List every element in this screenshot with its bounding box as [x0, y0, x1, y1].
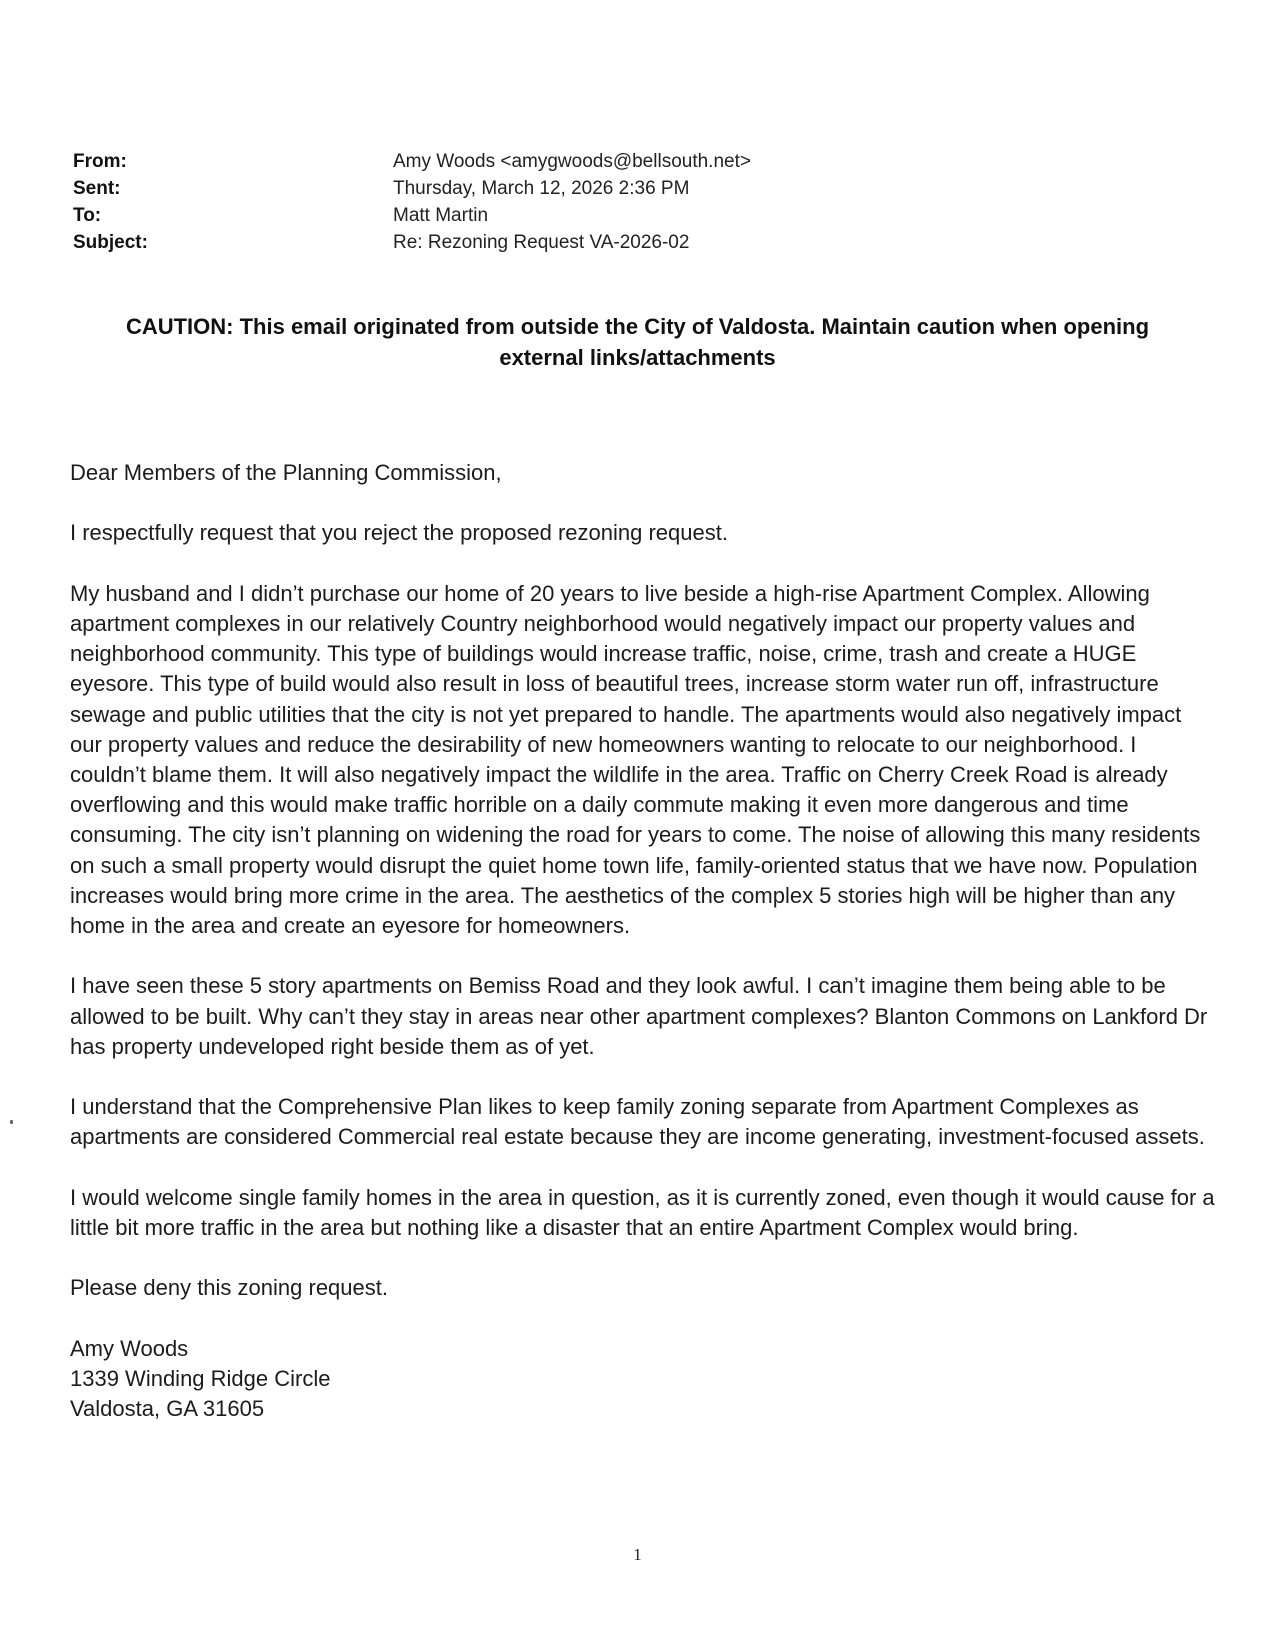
- from-label: From:: [73, 151, 127, 172]
- caution-banner: [70, 311, 1205, 373]
- signature-city: Valdosta, GA 31605: [70, 1396, 265, 1422]
- body-paragraph-5: I would welcome single family homes in the area in question, as it is currently zoned, even though it would cause for a little bit more traffic in the area but nothing like a disaster that an entire Apartment Complex would bring.: [70, 1184, 1215, 1240]
- scan-artifact: [10, 1120, 13, 1124]
- email-header: [73, 148, 751, 256]
- to-label: To:: [73, 205, 102, 226]
- from-row: [73, 148, 751, 175]
- signature-street: 1339 Winding Ridge Circle: [70, 1365, 331, 1391]
- subject-value: Re: Rezoning Request VA-2026-02: [393, 232, 690, 253]
- greeting: Dear Members of the Planning Commission,: [70, 460, 502, 485]
- sent-label: Sent:: [73, 178, 121, 199]
- to-row: [73, 202, 751, 229]
- caution-line-2: external links/attachments: [499, 345, 776, 370]
- sent-value: Thursday, March 12, 2026 2:36 PM: [393, 178, 690, 199]
- subject-label: Subject:: [73, 232, 148, 253]
- body-paragraph-2: My husband and I didn’t purchase our home of 20 years to live beside a high-rise Apartment Complex. Allowing apartment complexes in our relatively Country neighborhood would negatively impact our property values and neighborhood community. This type of buildings would increase traffic, noise, crime, trash and create a HUGE eyesore. This type of build would also result in loss of beautiful trees, increase storm water run off, infrastructure sewage and public utilities that the city is not yet prepared to handle. The apartments would also negatively impact our property values and reduce the desirability of new homeowners wanting to relocate to our neighborhood. I couldn’t blame them. It will also negatively impact the wildlife in the area. Traffic on Cherry Creek Road is already overflowing and this would make traffic horrible on a daily commute making it even more dangerous and time consuming. The city isn’t planning on widening the road for years to come. The noise of allowing this many residents on such a small property would disrupt the quiet home town life, family-oriented status that we have now. Population increases would bring more crime in the area. The aesthetics of the complex 5 stories high will be higher than any home in the area and create an eyesore for homeowners.: [70, 580, 1201, 939]
- body-paragraph-1: I respectfully request that you reject the proposed rezoning request.: [70, 520, 728, 546]
- to-value: Matt Martin: [393, 205, 489, 226]
- from-value: Amy Woods <amygwoods@bellsouth.net>: [393, 151, 751, 172]
- signature-name: Amy Woods: [70, 1335, 189, 1361]
- email-body: [70, 458, 1215, 1424]
- page-number: 1: [633, 1545, 642, 1564]
- signature-block: [70, 1334, 1215, 1425]
- caution-line-1: CAUTION: This email originated from outside the City of Valdosta. Maintain caution when opening: [125, 314, 1150, 339]
- sent-row: [73, 175, 751, 202]
- body-paragraph-3: I have seen these 5 story apartments on Bemiss Road and they look awful. I can’t imagine them being able to be allowed to be built. Why can’t they stay in areas near other apartment complexes? Blanton Commons on Lankford Dr has property undeveloped right beside them as of yet.: [70, 973, 1208, 1059]
- closing-request: Please deny this zoning request.: [70, 1275, 388, 1301]
- subject-row: [73, 229, 751, 256]
- body-paragraph-4: I understand that the Comprehensive Plan likes to keep family zoning separate from Apartment Complexes as apartments are considered Commercial real estate because they are income generating, investment-focused assets.: [70, 1094, 1205, 1150]
